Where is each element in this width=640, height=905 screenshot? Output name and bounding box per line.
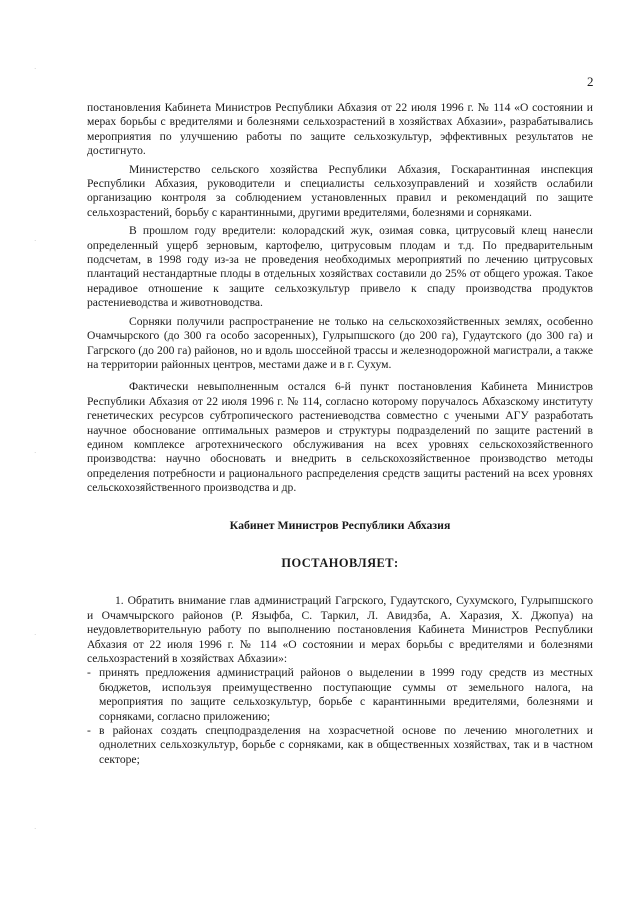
scan-speck: · bbox=[34, 825, 37, 833]
list-item bbox=[87, 724, 593, 767]
paragraph-ministry: Министерство сельского хозяйства Республики Абхазия, Госкарантинная инспекция Республики Абхазия, руководители и специалисты сельхозуправлений и хозяйств ослабили организацию контроля за соблюдением установленных правил и рекомендаций по защите сельхозрастений, борьбу с карантинными, другими вредителями, болезнями и сорняками. bbox=[87, 162, 593, 219]
scan-speck: · bbox=[34, 237, 37, 245]
scan-speck: · bbox=[34, 449, 37, 457]
scan-speck: · bbox=[34, 631, 37, 639]
decree-point-1: 1. Обратить внимание глав администраций Гагрского, Гудаутского, Сухумского, Гулрыпшского и Очамчырского районов (Р. Языфба, С. Таркил, Л. Авидзба, А. Харазия, Х. Джопуа) на неудовлетворительную работу по выполнению постановления Кабинета Министров Республики Абхазия от 22 июля 1996 г. № 114 «О состоянии и мерах борьбы с вредителями и болезнями сельхозрастений в хозяйствах Абхазии»: bbox=[87, 594, 593, 665]
page-number: 2 bbox=[587, 74, 594, 89]
list-item bbox=[87, 666, 593, 724]
list-item-text: в районах создать спецподразделения на хозрасчетной основе по лечению многолетних и однолетних сельхозкультур, борьбе с сорняками, как в общественных хозяйствах, так и в частном секторе; bbox=[99, 724, 593, 766]
paragraph-pests: В прошлом году вредители: колорадский жук, озимая совка, цитрусовый клещ нанесли определенный ущерб зерновым, картофелю, цитрусовым плодам и т.д. По предварительным подсчетам, в 1998 году из-за не проведения необходимых мероприятий по лечению цитрусовых плантаций нестандартные плоды в отдельных хозяйствах составили до 25% от общего урожая. Такое нерадивое отношение к защите сельхозкультур привело к спаду производства продуктов растениеводства и животноводства. bbox=[87, 224, 593, 310]
cabinet-heading: Кабинет Министров Республики Абхазия bbox=[229, 517, 451, 532]
document-body bbox=[87, 101, 593, 767]
list-dash: - bbox=[87, 724, 91, 738]
list-dash: - bbox=[87, 666, 91, 680]
decree-point-1-list bbox=[87, 666, 593, 767]
paragraph-continuation: постановления Кабинета Министров Республики Абхазия от 22 июля 1996 г. № 114 «О состоянии и мерах борьбы с вредителями и болезнями сельхозрастений в хозяйствах Абхазии», разрабатывались мероприятия по улучшению работы по защите сельхозкультур, эффективных результатов не достигнуто. bbox=[87, 101, 593, 158]
scan-speck: · bbox=[34, 65, 37, 73]
paragraph-point-six: Фактически невыполненным остался 6-й пункт постановления Кабинета Министров Республики Абхазия от 22 июля 1996 г. № 114, согласно которому поручалось Абхазскому институту генетических ресурсов субтропического растениеводства совместно с учеными АГУ разработать научное обоснование оптимальных размеров и структуры подразделений по защите растений в едином комплексе агротехнического обслуживания на всех уровнях сельскохозяйственного производства: научно обосновать и внедрить в сельскохозяйственное производство методы определения потребности и рационального распределения средств защиты растений на всех уровнях сельскохозяйственного производства и др. bbox=[87, 380, 593, 495]
list-item-text: принять предложения администраций районов о выделении в 1999 году средств из местных бюджетов, используя преимущественно поступающие суммы от земельного налога, на мероприятия по защите сельхозкультур, борьбе с карантинными вредителями, болезнями и сорняками, согласно приложению; bbox=[99, 666, 593, 723]
paragraph-weeds: Сорняки получили распространение не только на сельскохозяйственных землях, особенно Очамчырского (до 300 га особо засоренных), Гулрыпшского (до 200 га), Гудаутского (до 300 га) и Гагрского (до 200 га) районов, но и вдоль шоссейной трассы и железнодорожной магистрали, а также на территории районных центров, местами даже и в г. Сухум. bbox=[87, 314, 593, 371]
decree-heading: ПОСТАНОВЛЯЕТ: bbox=[281, 555, 399, 570]
